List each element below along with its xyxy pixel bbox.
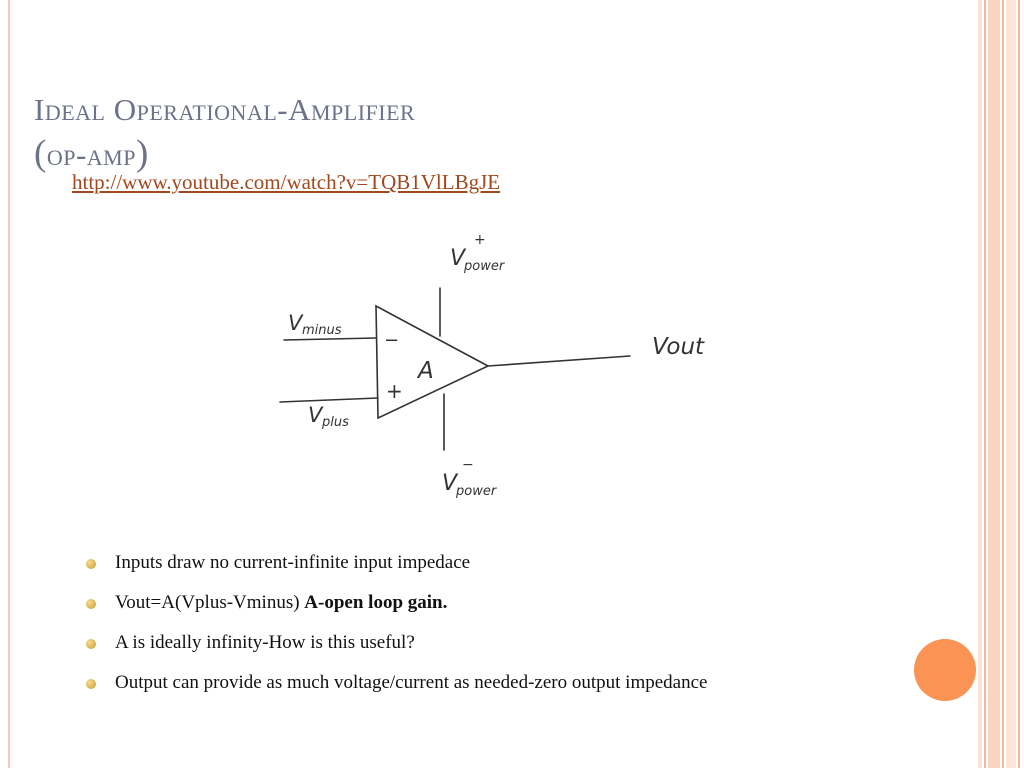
- plus-sign: +: [386, 379, 403, 403]
- vminus-sub: minus: [302, 323, 342, 338]
- bullet-dot-icon: [86, 639, 96, 649]
- bullet-bold-text: A-open loop gain.: [304, 592, 448, 613]
- vout-label: Vout: [652, 334, 705, 360]
- stripe: [1002, 0, 1004, 768]
- bullet-text: Output can provide as much voltage/current as needed-zero output impedance: [115, 672, 708, 693]
- left-border-line: [8, 0, 10, 768]
- vminus-label: V: [288, 311, 303, 335]
- decorative-orange-circle: [914, 639, 976, 701]
- stripe: [978, 0, 982, 768]
- bullet-dot-icon: [86, 679, 96, 689]
- slide-title: [34, 88, 415, 177]
- bullet-item: [86, 672, 846, 694]
- title-paren-close: ): [135, 133, 149, 174]
- bullet-list: [86, 552, 846, 712]
- stripe: [988, 0, 1000, 768]
- bullet-item: [86, 592, 846, 614]
- vplus-sub: plus: [322, 415, 349, 430]
- vpower-plus-sub: power: [464, 259, 505, 274]
- bullet-item: [86, 552, 846, 574]
- bullet-text: Vout=A(Vplus-Vminus): [115, 592, 305, 613]
- gain-label: A: [418, 358, 434, 384]
- stripe: [1018, 0, 1020, 768]
- title-opamp-text: op-amp: [46, 137, 136, 172]
- opamp-diagram: [258, 218, 738, 538]
- vpower-minus-sup: −: [462, 457, 474, 473]
- minus-sign: −: [384, 330, 400, 351]
- stripe: [1006, 0, 1016, 768]
- title-paren-open: (: [34, 133, 47, 174]
- vpower-plus-label: V: [450, 246, 466, 271]
- vpower-minus-label: V: [442, 471, 458, 496]
- vpower-minus-sub: power: [456, 484, 497, 499]
- right-decorative-stripes: [978, 0, 1024, 768]
- vplus-label: V: [308, 403, 323, 427]
- youtube-link[interactable]: http://www.youtube.com/watch?v=TQB1VlLBgJE: [72, 170, 501, 194]
- vout-wire: [488, 356, 630, 366]
- bullet-dot-icon: [86, 599, 96, 609]
- title-line-1: Ideal Operational-Amplifier: [34, 92, 416, 127]
- bullet-item: [86, 632, 846, 654]
- bullet-text: Inputs draw no current-infinite input impedace: [115, 552, 471, 573]
- vplus-wire: [280, 398, 378, 402]
- vpower-plus-sup: +: [474, 232, 486, 248]
- bullet-text: A is ideally infinity-How is this useful?: [115, 632, 415, 653]
- stripe: [984, 0, 986, 768]
- vminus-wire: [284, 338, 376, 340]
- bullet-dot-icon: [86, 559, 96, 569]
